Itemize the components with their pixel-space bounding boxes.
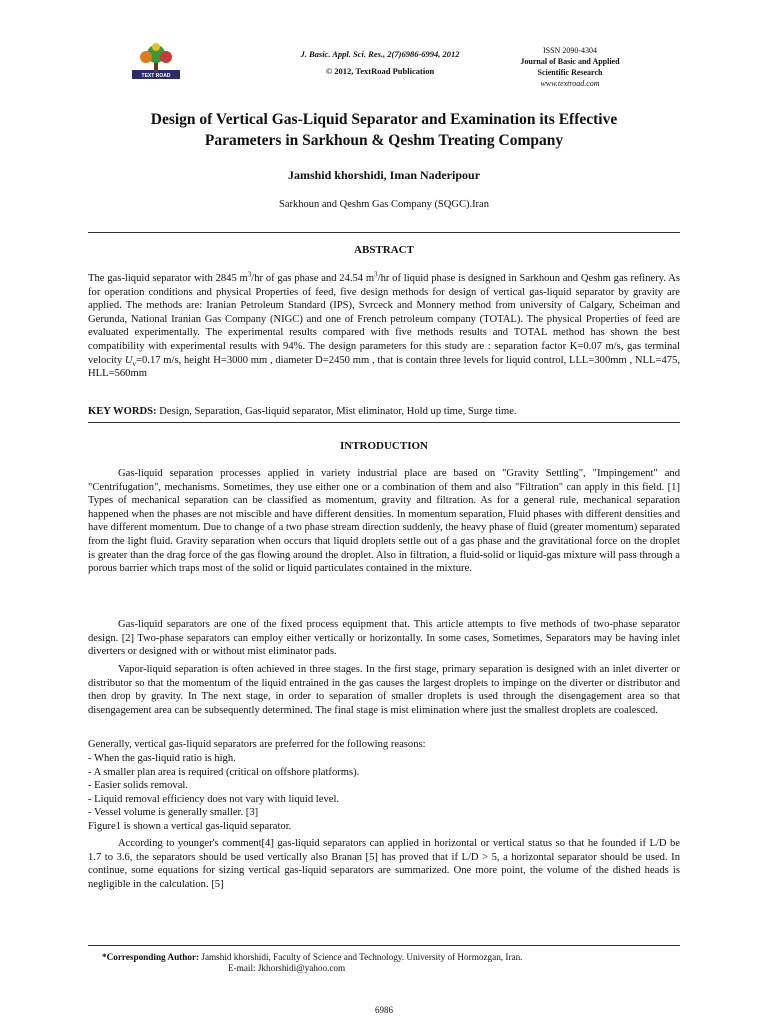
affiliation: Sarkhoun and Qeshm Gas Company (SQGC).Iran	[279, 199, 489, 210]
title-line-1: Design of Vertical Gas-Liquid Separator and Examination its Effective	[150, 111, 618, 128]
authors: Jamshid khorshidi, Iman Naderipour	[287, 168, 481, 182]
corresponding-author	[102, 951, 682, 963]
abstract-heading: ABSTRACT	[354, 244, 414, 256]
paper-title	[60, 109, 708, 151]
author-email: E-mail: Jkhorshidi@yahoo.com	[228, 963, 346, 973]
divider	[88, 232, 680, 233]
journal-name-line-1: Journal of Basic and Applied	[520, 57, 620, 66]
intro-paragraph-5: According to younger's comment[4] gas-liquid separators can applied in horizontal or vertical status so that he founded if L/D be 1.7 to 3.6, the separators should be used vertically also Branan [5] has proved that if L/D > 5, a horizontal separator should be used. In continue, some equations for sizing vertical gas-liquid separators are summarized. One more point, the volume of the dished heads is negligible in the calculation. [5]	[88, 838, 680, 890]
list-item: - Liquid removal efficiency does not vary with liquid level.	[88, 793, 340, 805]
issn: ISSN 2090-4304	[542, 46, 597, 55]
list-item: - Easier solids removal.	[88, 780, 189, 792]
journal-info	[478, 45, 662, 89]
keywords-text: Design, Separation, Gas-liquid separator, Mist eliminator, Hold up time, Surge time.	[156, 406, 517, 417]
intro-paragraph-4: Generally, vertical gas-liquid separators are preferred for the following reasons:	[88, 739, 426, 750]
footnote-divider	[88, 945, 680, 946]
abstract-text: The gas-liquid separator with 2845 $m^3/hr$ of gas phase and 24.54 $m^3/hr$ of liquid phase is designed in Sarkhoun and Qeshm gas refinery. As for operation conditions and physical Properties of feed, five design methods for design of vertical gas-liquid separator by gravity are applied. The methods are: Iranian Petroleum Standard (IPS), Svrceck and Monnery method from university of Calgary, Scheiman and Gerunda, National Iranian Gas Company (NIGC) and one of French petroleum company (TOTAL). The physical Properties of feed are evaluated experimentally. The experimental results compared with five methods results and TOTAL method has shown the best compatibility with experimental results with 94%. The design parameters for this study are : separation factor K=0.07 m/s, gas terminal velocity $U_v=0.17$ m/s, height H=3000 mm , diameter D=2450 mm , that is contain three levels for liquid control, LLL=300mm , NLL=475, HLL=560mm	[88, 270, 680, 380]
reasons-list	[88, 752, 680, 834]
divider	[88, 422, 680, 423]
logo-text: TEXT ROAD	[141, 73, 171, 79]
list-item: - When the gas-liquid ratio is high.	[88, 753, 236, 764]
journal-citation: J. Basic. Appl. Sci. Res., 2(7)6986-6994, 2012	[300, 49, 460, 59]
list-item: - A smaller plan area is required (critical on offshore platforms).	[88, 766, 360, 778]
introduction-heading: INTRODUCTION	[339, 440, 428, 452]
title-line-2: Parameters in Sarkhoun & Qeshm Treating Company	[204, 132, 564, 149]
keywords-label: KEY WORDS:	[88, 406, 157, 417]
copyright-line: © 2012, TextRoad Publication	[325, 66, 435, 76]
corresponding-text: Jamshid khorshidi, Faculty of Science and Technology. University of Hormozgan, Iran.	[199, 952, 523, 962]
intro-paragraph-2: Gas-liquid separators are one of the fixed process equipment that. This article attempts to five methods of two-phase separator design. [2] Two-phase separators can employ either vertically or horizontally. In some cases, Sometimes, Separators may be having inlet diverters or designed with or without mist eliminator pads.	[88, 619, 680, 658]
page-number: 6986	[375, 1005, 393, 1015]
journal-name-line-2: Scientific Research	[537, 68, 603, 77]
list-item: Figure1 is shown a vertical gas-liquid separator.	[88, 820, 292, 832]
list-item: - Vessel volume is generally smaller. [3]	[88, 807, 259, 819]
keywords	[88, 406, 680, 417]
corresponding-label: *Corresponding Author:	[102, 952, 200, 962]
textroad-logo	[112, 42, 200, 82]
intro-paragraph-3: Vapor-liquid separation is often achieved in three stages. In the first stage, primary separation is designed with an inlet diverter or distributor so that the momentum of the liquid entrained in the gas causes the largest droplets to impinge on the diverter or distributor and then drop by gravity. In The next stage, in order to separation of smaller droplets is used through the disengagement area so that disengagement area can be subsequently determined. The final stage is mist elimination where just the smallest droplets are coalesced.	[88, 664, 680, 716]
intro-paragraph-1: Gas-liquid separation processes applied in variety industrial place are based on "Gravity Settling", "Impingement" and "Centrifugation", mechanisms. Sometimes, they use either one or a combination of them and also "Filtration" can apply in this field. [1] Types of mechanical separation can be classified as momentum, gravity and filtration. As for a general rule, mechanical separation happened when the phases are not miscible and have different densities. In momentum separation, Fluid phases with different densities and have different momentum. Due to change of a two phase stream direction suddenly, the heavy phase of fluid (greater momentum) separated from the light fluid. Gravity separation when occurs that liquid droplets settle out of a gas phase and the gravitational force on the droplet is greater than the drag force of the gas flowing around the droplet. Also in filtration, a fluid-solid or liquid-gas mixture will pass through a porous barrier which traps most of the solid or liquid particulates contained in the mixture.	[88, 468, 680, 575]
journal-website: www.textroad.com	[540, 79, 600, 88]
